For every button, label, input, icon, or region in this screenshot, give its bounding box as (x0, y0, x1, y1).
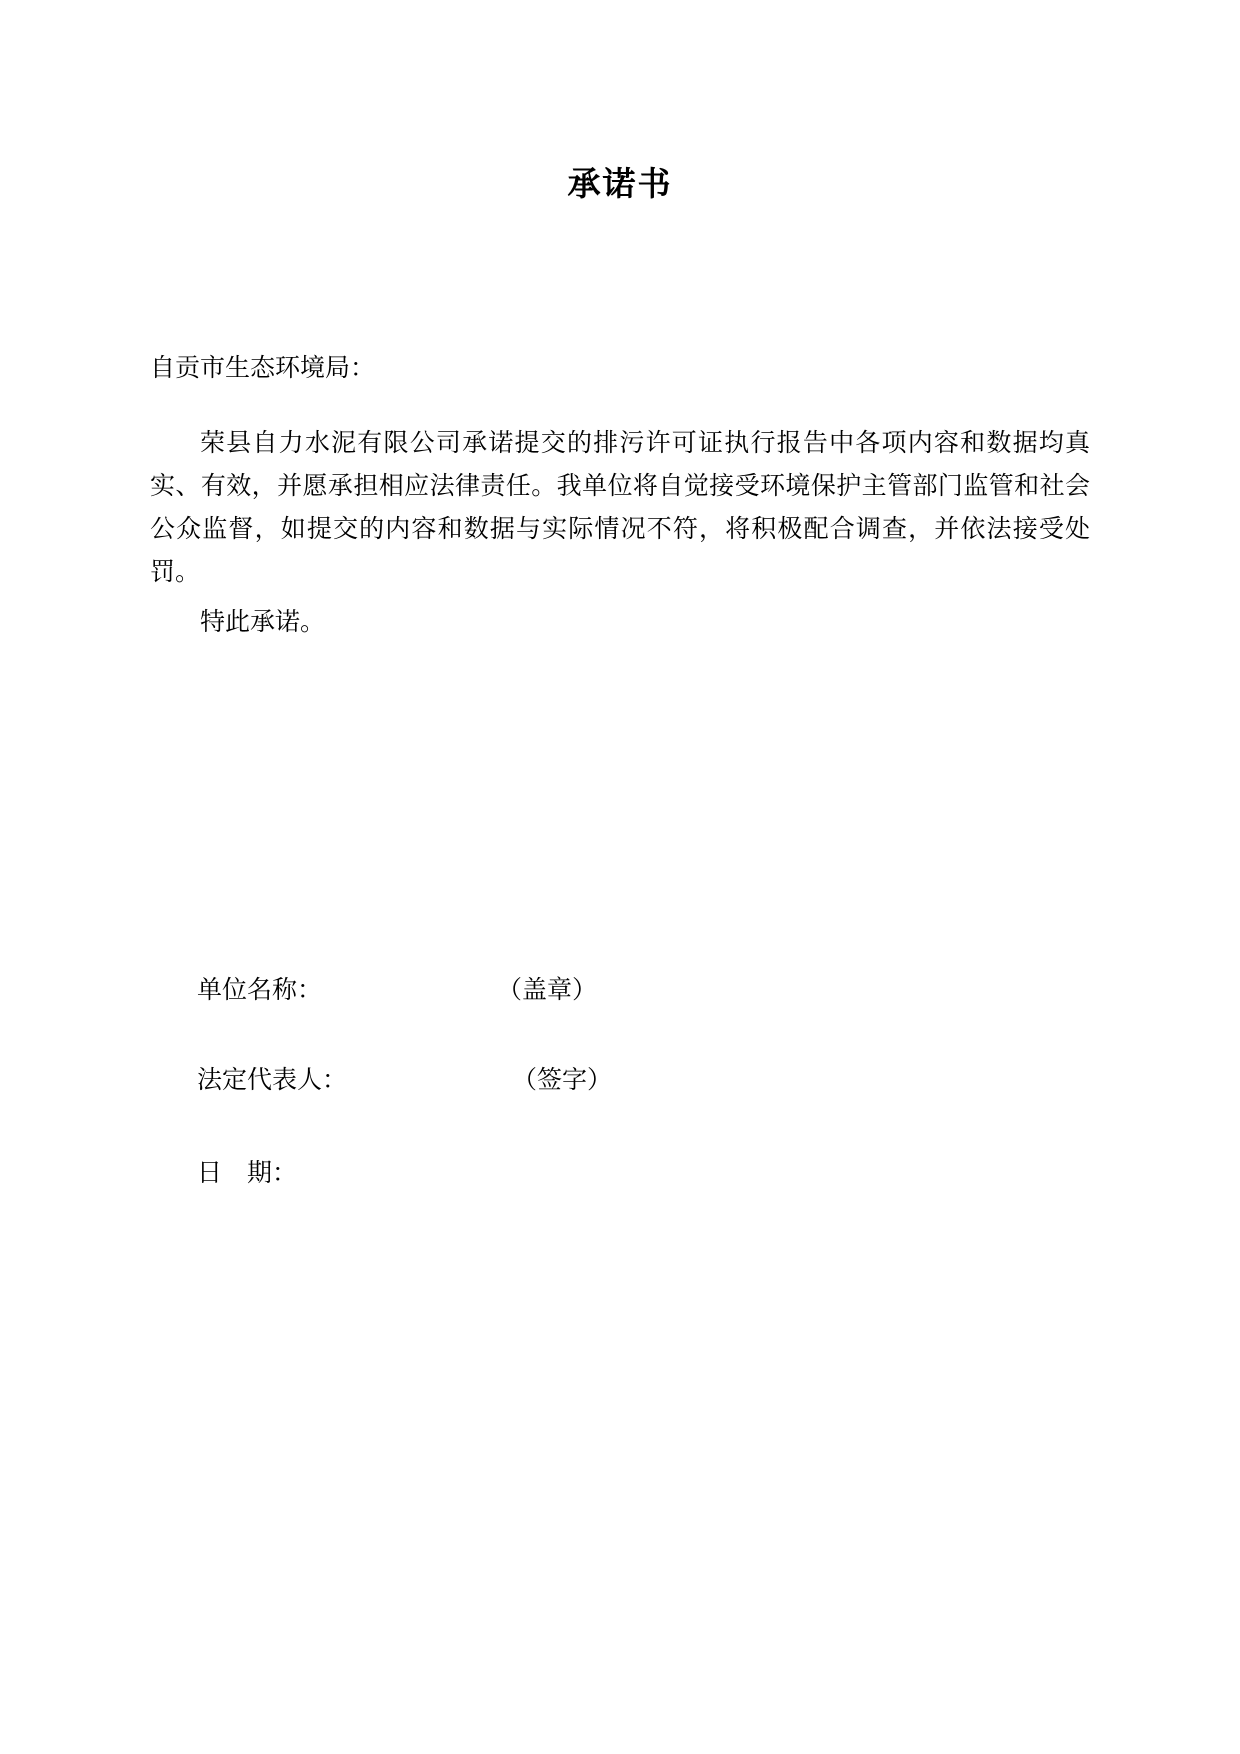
seal-note: （盖章） (497, 977, 598, 1004)
document-title: 承诺书 (567, 167, 673, 203)
signature-note: （签字） (512, 1067, 613, 1094)
closing-line: 特此承诺。 (200, 609, 326, 636)
salutation-line: 自贡市生态环境局： (150, 355, 376, 382)
legal-representative-label: 法定代表人： (197, 1067, 348, 1094)
commitment-paragraph: 荣县自力水泥有限公司承诺提交的排污许可证执行报告中各项内容和数据均真实、有效，并愿承担相应法律责任。我单位将自觉接受环境保护主管部门监管和社会公众监督，如提交的内容和数据与实际情况不符，将积极配合调查，并依法接受处罚。 (150, 430, 1090, 586)
unit-name-label: 单位名称： (197, 977, 323, 1004)
date-label: 日 期： (197, 1160, 298, 1187)
